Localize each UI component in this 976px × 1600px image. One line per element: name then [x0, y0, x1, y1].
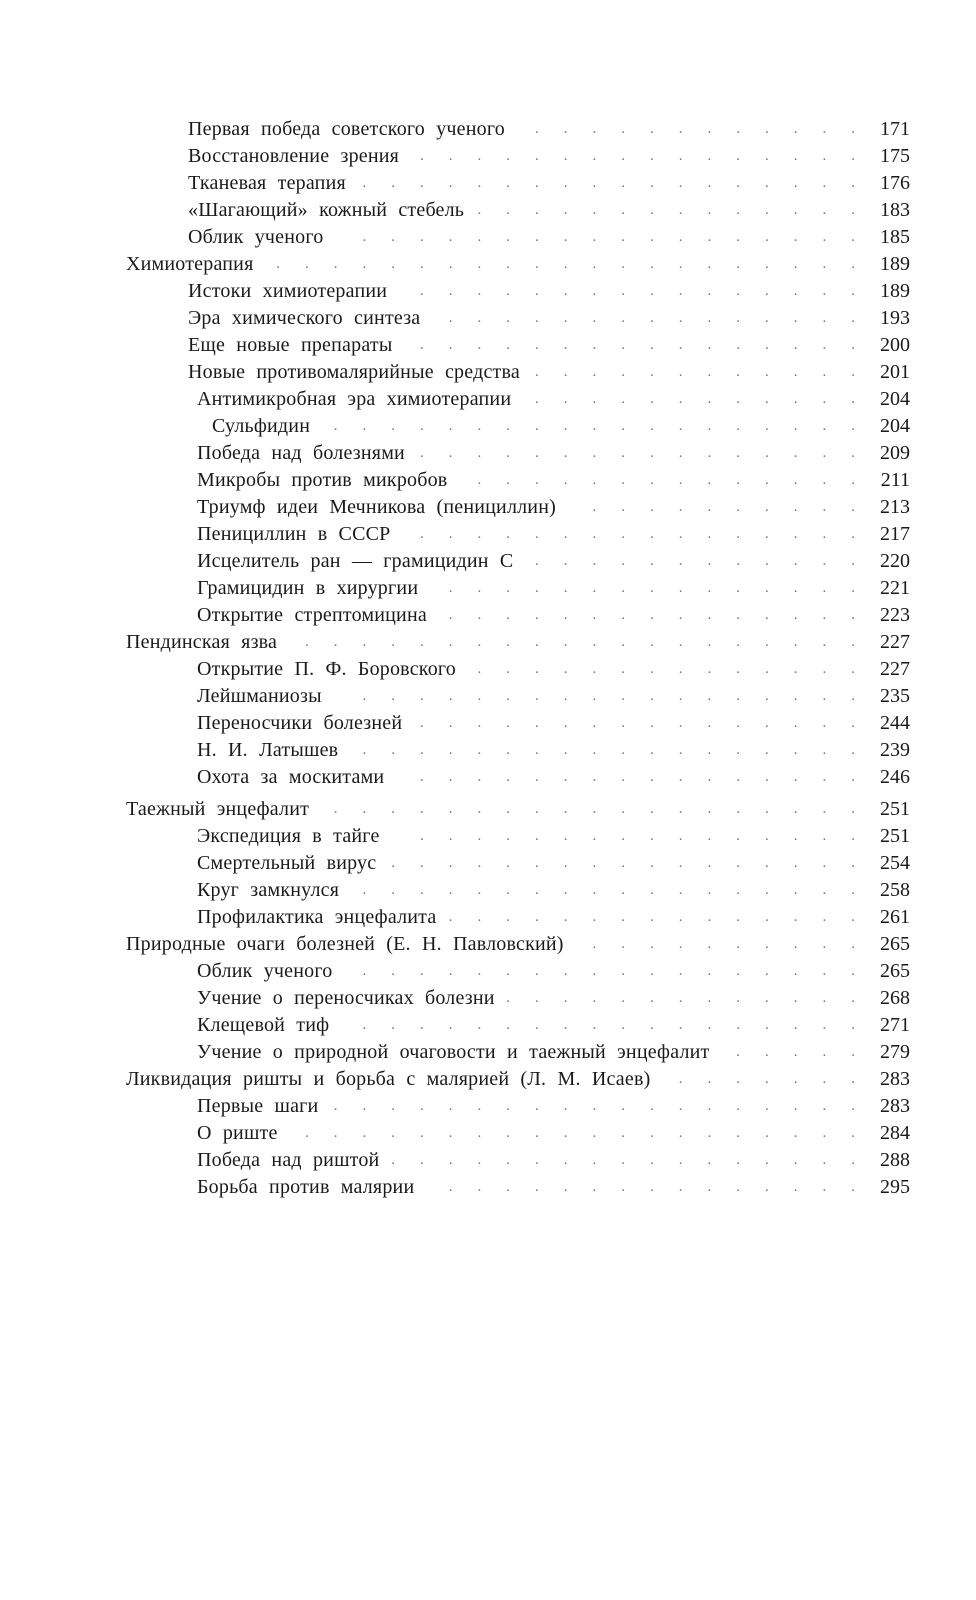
toc-entry: [0, 386, 976, 413]
toc-entry: [0, 985, 976, 1012]
toc-entry-page-number: 204: [880, 415, 910, 437]
toc-entry-page-number: 271: [880, 1014, 910, 1036]
toc-entry-page-number: 183: [880, 199, 910, 221]
dot-leader: ..........: [592, 936, 880, 952]
toc-entry-page-number: 221: [880, 577, 910, 599]
toc-entry-title: «Шагающий» кожный стебель: [188, 199, 465, 221]
dot-leader: ...............: [448, 1179, 880, 1195]
toc-entry: [0, 575, 976, 602]
toc-entry-title: Круг замкнулся: [197, 879, 340, 901]
toc-entry-title: Первая победа советского ученого: [188, 118, 505, 140]
toc-entry-title: Победа над риштой: [197, 1149, 380, 1171]
dot-leader: .....................: [276, 256, 880, 272]
toc-entry: [0, 359, 976, 386]
dot-leader: ..................: [362, 175, 880, 191]
toc-entry: [0, 1147, 976, 1174]
toc-entry-title: Пендинская язва: [126, 631, 278, 653]
dot-leader: .................: [391, 1152, 880, 1168]
toc-entry-page-number: 265: [880, 960, 910, 982]
toc-entry-page-number: 220: [880, 550, 910, 572]
toc-entry: [0, 170, 976, 197]
toc-entry-page-number: 268: [880, 987, 910, 1009]
toc-entry: [0, 494, 976, 521]
toc-entry-title: Химиотерапия: [126, 253, 254, 275]
toc-entry: [0, 710, 976, 737]
toc-entry-page-number: 261: [880, 906, 910, 928]
toc-entry-page-number: 239: [880, 739, 910, 761]
toc-entry-title: Н. И. Латышев: [197, 739, 339, 761]
dot-leader: ..................: [362, 963, 880, 979]
toc-entry: [0, 1120, 976, 1147]
toc-entry: [0, 764, 976, 791]
dot-leader: .................: [391, 855, 880, 871]
toc-entry: [0, 1066, 976, 1093]
toc-entry-page-number: 201: [880, 361, 910, 383]
toc-entry: [0, 197, 976, 224]
dot-leader: ..............: [477, 202, 880, 218]
dot-leader: ..................: [362, 882, 880, 898]
toc-entry-title: Ликвидация ришты и борьба с малярией (Л. М. Исаев): [126, 1068, 651, 1090]
toc-entry: [0, 877, 976, 904]
toc-entry: [0, 251, 976, 278]
toc-entry-title: Смертельный вирус: [197, 852, 377, 874]
toc-entry-page-number: 283: [880, 1095, 910, 1117]
toc-entry: [0, 656, 976, 683]
dot-leader: ...............: [448, 607, 880, 623]
dot-leader: ....................: [305, 1125, 880, 1141]
toc-entry-title: Еще новые препараты: [188, 334, 393, 356]
toc-entry-page-number: 284: [880, 1122, 910, 1144]
toc-entry-page-number: 251: [880, 798, 910, 820]
toc-entry-title: Клещевой тиф: [197, 1014, 330, 1036]
toc-entry-page-number: 189: [880, 253, 910, 275]
toc-entry-page-number: 227: [880, 631, 910, 653]
toc-entry: [0, 305, 976, 332]
dot-leader: ............: [535, 553, 880, 569]
toc-entry-title: Переносчики болезней: [197, 712, 403, 734]
toc-entry-page-number: 185: [880, 226, 910, 248]
toc-entry: [0, 521, 976, 548]
toc-entry: [0, 796, 976, 823]
toc-entry-page-number: 217: [880, 523, 910, 545]
dot-leader: ................: [420, 828, 880, 844]
toc-entry-title: Природные очаги болезней (Е. Н. Павловский): [126, 933, 564, 955]
toc-entry-page-number: 213: [880, 496, 910, 518]
toc-entry: [0, 413, 976, 440]
toc-entry: [0, 850, 976, 877]
toc-entry-title: Исцелитель ран — грамицидин С: [197, 550, 514, 572]
toc-entry: [0, 904, 976, 931]
dot-leader: ..................: [362, 229, 880, 245]
toc-entry: [0, 958, 976, 985]
toc-entry-title: Тканевая терапия: [188, 172, 346, 194]
dot-leader: ................: [420, 283, 880, 299]
toc-entry-title: Восстановление зрения: [188, 145, 400, 167]
dot-leader: ..................: [362, 688, 880, 704]
toc-entry-title: Таежный энцефалит: [126, 798, 310, 820]
toc-entry-page-number: 235: [880, 685, 910, 707]
toc-entry-title: Сульфидин: [212, 415, 311, 437]
toc-entry-title: Облик ученого: [188, 226, 324, 248]
toc-entry-page-number: 288: [880, 1149, 910, 1171]
dot-leader: ...................: [333, 1098, 880, 1114]
dot-leader: ..................: [362, 742, 880, 758]
toc-entry: [0, 278, 976, 305]
toc-entry-page-number: 223: [880, 604, 910, 626]
dot-leader: ............: [535, 364, 880, 380]
toc-entry: [0, 1012, 976, 1039]
toc-entry-title: Профилактика энцефалита: [197, 906, 437, 928]
dot-leader: ..................: [362, 1017, 880, 1033]
toc-entry-title: Облик ученого: [197, 960, 333, 982]
dot-leader: ...................: [333, 801, 880, 817]
toc-entry: [0, 931, 976, 958]
toc-entry: [0, 683, 976, 710]
dot-leader: ....................: [305, 634, 880, 650]
dot-leader: ...............: [448, 580, 880, 596]
toc-entry-page-number: 254: [880, 852, 910, 874]
dot-leader: ..............: [477, 472, 880, 488]
toc-entry: [0, 332, 976, 359]
toc-entry-title: Первые шаги: [197, 1095, 319, 1117]
toc-entry: [0, 116, 976, 143]
toc-entry-page-number: 258: [880, 879, 910, 901]
toc-entry-page-number: 193: [880, 307, 910, 329]
toc-entry-title: Борьба против малярии: [197, 1176, 415, 1198]
toc-entry: [0, 823, 976, 850]
toc-entry-title: Охота за москитами: [197, 766, 385, 788]
toc-entry-title: Победа над болезнями: [197, 442, 405, 464]
toc-entry: [0, 224, 976, 251]
dot-leader: ................: [420, 337, 880, 353]
toc-entry-page-number: 200: [880, 334, 910, 356]
toc-entry-title: Триумф идеи Мечникова (пенициллин): [197, 496, 556, 518]
toc-entry-page-number: 244: [880, 712, 910, 734]
toc-entry-page-number: 283: [880, 1068, 910, 1090]
toc-entry-title: Открытие П. Ф. Боровского: [197, 658, 456, 680]
toc-entry-title: Экспедиция в тайге: [197, 825, 380, 847]
toc-entry-page-number: 246: [880, 766, 910, 788]
dot-leader: ............: [535, 121, 880, 137]
toc-entry-title: Эра химического синтеза: [188, 307, 421, 329]
toc-entry-title: Учение о природной очаговости и таежный энцефалит: [197, 1041, 710, 1063]
dot-leader: ................: [420, 445, 880, 461]
toc-entry: [0, 1093, 976, 1120]
toc-entry: [0, 629, 976, 656]
toc-entry: [0, 1174, 976, 1201]
toc-entry: [0, 143, 976, 170]
toc-entry-title: Лейшманиозы: [197, 685, 322, 707]
toc-entry-page-number: 227: [880, 658, 910, 680]
toc-entry: [0, 440, 976, 467]
toc-entry-title: Новые противомалярийные средства: [188, 361, 520, 383]
toc-entry-page-number: 265: [880, 933, 910, 955]
toc-entry-title: Грамицидин в хирургии: [197, 577, 419, 599]
toc-entry-title: Истоки химиотерапии: [188, 280, 388, 302]
toc-entry-page-number: 279: [880, 1041, 910, 1063]
toc-entry: [0, 1039, 976, 1066]
toc-entry-title: Микробы против микробов: [197, 469, 448, 491]
toc-entry-page-number: 171: [880, 118, 910, 140]
toc-entry-page-number: 204: [880, 388, 910, 410]
toc-entry-page-number: 175: [880, 145, 910, 167]
dot-leader: ................: [420, 769, 880, 785]
dot-leader: ................: [420, 526, 880, 542]
dot-leader: ..........: [592, 499, 880, 515]
toc-entry-page-number: 176: [880, 172, 910, 194]
toc-entry: [0, 602, 976, 629]
dot-leader: ...................: [333, 418, 880, 434]
dot-leader: ...............: [448, 909, 880, 925]
dot-leader: ................: [420, 148, 880, 164]
dot-leader: ................: [420, 715, 880, 731]
dot-leader: .....: [736, 1044, 880, 1060]
toc-entry-page-number: 189: [880, 280, 910, 302]
dot-leader: .............: [506, 990, 880, 1006]
toc-entry-title: Открытие стрептомицина: [197, 604, 427, 626]
dot-leader: ..............: [477, 661, 880, 677]
toc-entry-page-number: 211: [880, 469, 910, 491]
dot-leader: .......: [678, 1071, 880, 1087]
toc-entry-page-number: 251: [880, 825, 910, 847]
toc-entry-title: Антимикробная эра химиотерапии: [197, 388, 512, 410]
toc-entry-title: Пенициллин в СССР: [197, 523, 391, 545]
table-of-contents: [0, 116, 976, 1201]
toc-entry: [0, 737, 976, 764]
toc-entry: [0, 548, 976, 575]
dot-leader: ...............: [448, 310, 880, 326]
toc-entry: [0, 467, 976, 494]
toc-entry-page-number: 209: [880, 442, 910, 464]
toc-entry-page-number: 295: [880, 1176, 910, 1198]
dot-leader: ............: [535, 391, 880, 407]
toc-entry-title: Учение о переносчиках болезни: [197, 987, 495, 1009]
toc-entry-title: О риште: [197, 1122, 278, 1144]
